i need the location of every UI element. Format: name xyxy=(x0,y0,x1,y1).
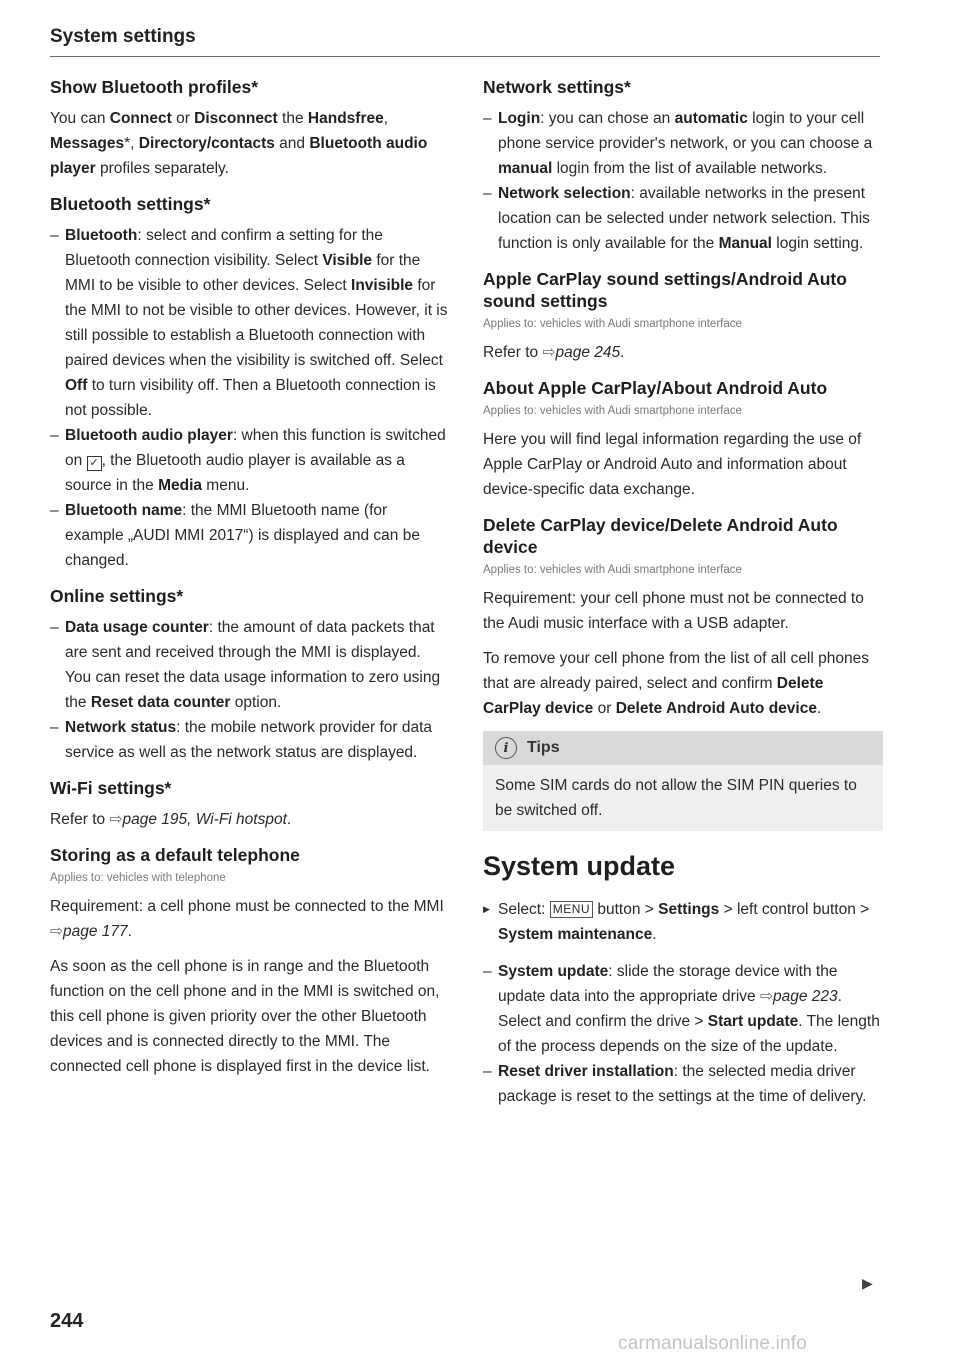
network-settings-list xyxy=(483,106,883,256)
applies-to-note: Applies to: vehicles with Audi smartphone interface xyxy=(483,318,742,330)
info-icon: i xyxy=(495,737,517,759)
tips-body xyxy=(483,765,883,831)
tips-box xyxy=(483,731,883,831)
watermark: carmanualsonline.info xyxy=(618,1333,808,1354)
running-header: System settings xyxy=(50,26,880,57)
heading-online-settings: Online settings* xyxy=(50,586,184,606)
heading-about-carplay: About Apple CarPlay/About Android Auto xyxy=(483,378,828,398)
page-reference-link[interactable]: page 177 xyxy=(63,923,128,940)
list-item-bluetooth-name: – Bluetooth name: the MMI Bluetooth name (for example „AUDI MMI 2017“) is displayed and can be changed. xyxy=(50,498,450,573)
left-column xyxy=(50,72,450,1089)
paragraph-delete-instructions: To remove your cell phone from the list of all cell phones that are already paired, select and confirm Delete CarPlay device or Delete Android Auto device. xyxy=(483,650,869,717)
paragraph-requirement: Requirement: a cell phone must be connected to the MMI ⇨page 177. xyxy=(50,898,444,940)
list-item-network-status: – Network status: the mobile network provider for data service as well as the network status are displayed. xyxy=(50,715,450,765)
page-reference-link[interactable]: page 223 xyxy=(772,988,838,1005)
paragraph-default-telephone: As soon as the cell phone is in range and the Bluetooth function on the cell phone and in the MMI is switched on, this cell phone is given priority over the other Bluetooth devices and is connected directly to the MMI. The connected cell phone is displayed first in the device list. xyxy=(50,958,440,1075)
list-item-system-update: – System update: slide the storage device with the update data into the appropriate drive ⇨page 223. Select and confirm the drive > Start update. The length of the process depends on the size of the update. xyxy=(483,959,883,1059)
list-item-bluetooth: – Bluetooth: select and confirm a setting for the Bluetooth connection visibility. Select Visible for the MMI to be visible to other devices. Select Invisible for the MMI to not be visible to other devices. However, it is still possible to establish a Bluetooth connection with paired devices when the visibility is switched off. Select Off to turn visibility off. Then a Bluetooth connection is not possible. xyxy=(50,223,450,423)
list-item-bluetooth-audio-player: – Bluetooth audio player: when this function is switched on ✓ , the Bluetooth audio player is available as a source in the Media menu. xyxy=(50,423,450,498)
bluetooth-settings-list xyxy=(50,223,450,573)
continue-arrow-icon: ▶ xyxy=(862,1275,873,1291)
list-item-network-selection: – Network selection: available networks in the present location can be selected under network selection. This function is only available for the Manual login setting. xyxy=(483,181,883,256)
paragraph-delete-requirement: Requirement: your cell phone must not be connected to the Audi music interface with a USB adapter. xyxy=(483,590,864,632)
paragraph-bluetooth-profiles: You can Connect or Disconnect the Handsfree, Messages*, Directory/contacts and Bluetooth audio player profiles separately. xyxy=(50,110,428,177)
applies-to-note: Applies to: vehicles with telephone xyxy=(50,872,226,884)
heading-show-bluetooth-profiles: Show Bluetooth profiles* xyxy=(50,77,259,97)
right-column xyxy=(483,72,883,1119)
instruction-step: ▶ Select: MENU button > Settings > left control button > System maintenance. xyxy=(483,897,883,947)
heading-carplay-sound-settings: Apple CarPlay sound settings/Android Auto sound settings xyxy=(483,269,847,311)
menu-key: MENU xyxy=(550,901,593,918)
applies-to-note: Applies to: vehicles with Audi smartphone interface xyxy=(483,405,742,417)
tips-text: Some SIM cards do not allow the SIM PIN queries to be switched off. xyxy=(495,777,857,819)
tips-header xyxy=(483,731,883,765)
heading-wifi-settings: Wi-Fi settings* xyxy=(50,778,172,798)
heading-bluetooth-settings: Bluetooth settings* xyxy=(50,194,211,214)
list-item-login: – Login: you can chose an automatic login to your cell phone service provider's network, or you can choose a manual login from the list of available networks. xyxy=(483,106,883,181)
arrow-icon: ⇨ xyxy=(759,988,773,1005)
paragraph-carplay-ref: Refer to ⇨page 245. xyxy=(483,344,625,361)
applies-to-note: Applies to: vehicles with Audi smartphone interface xyxy=(483,564,742,576)
heading-network-settings: Network settings* xyxy=(483,77,631,97)
arrow-icon: ⇨ xyxy=(109,811,123,828)
page-number: 244 xyxy=(50,1310,84,1332)
heading-system-update: System update xyxy=(483,851,676,881)
system-update-list xyxy=(483,959,883,1109)
heading-default-telephone: Storing as a default telephone xyxy=(50,845,300,865)
paragraph-wifi-ref: Refer to ⇨page 195, Wi-Fi hotspot. xyxy=(50,811,292,828)
online-settings-list xyxy=(50,615,450,765)
page-reference-link[interactable]: page 195, Wi-Fi hotspot xyxy=(122,811,287,828)
list-item-data-usage-counter: – Data usage counter: the amount of data packets that are sent and received through the MMI is displayed. You can reset the data usage information to zero using the Reset data counter option. xyxy=(50,615,450,715)
tips-title: Tips xyxy=(527,739,560,756)
arrow-icon: ⇨ xyxy=(542,344,556,361)
page-reference-link[interactable]: page 245 xyxy=(555,344,621,361)
list-item-reset-driver: – Reset driver installation: the selected media driver package is reset to the settings at the time of delivery. xyxy=(483,1059,883,1109)
checkbox-icon: ✓ xyxy=(87,456,102,471)
arrow-icon: ⇨ xyxy=(50,923,63,940)
heading-delete-carplay-device: Delete CarPlay device/Delete Android Auto device xyxy=(483,515,838,557)
paragraph-about-carplay: Here you will find legal information regarding the use of Apple CarPlay or Android Auto and information about device-specific data exchange. xyxy=(483,431,862,498)
